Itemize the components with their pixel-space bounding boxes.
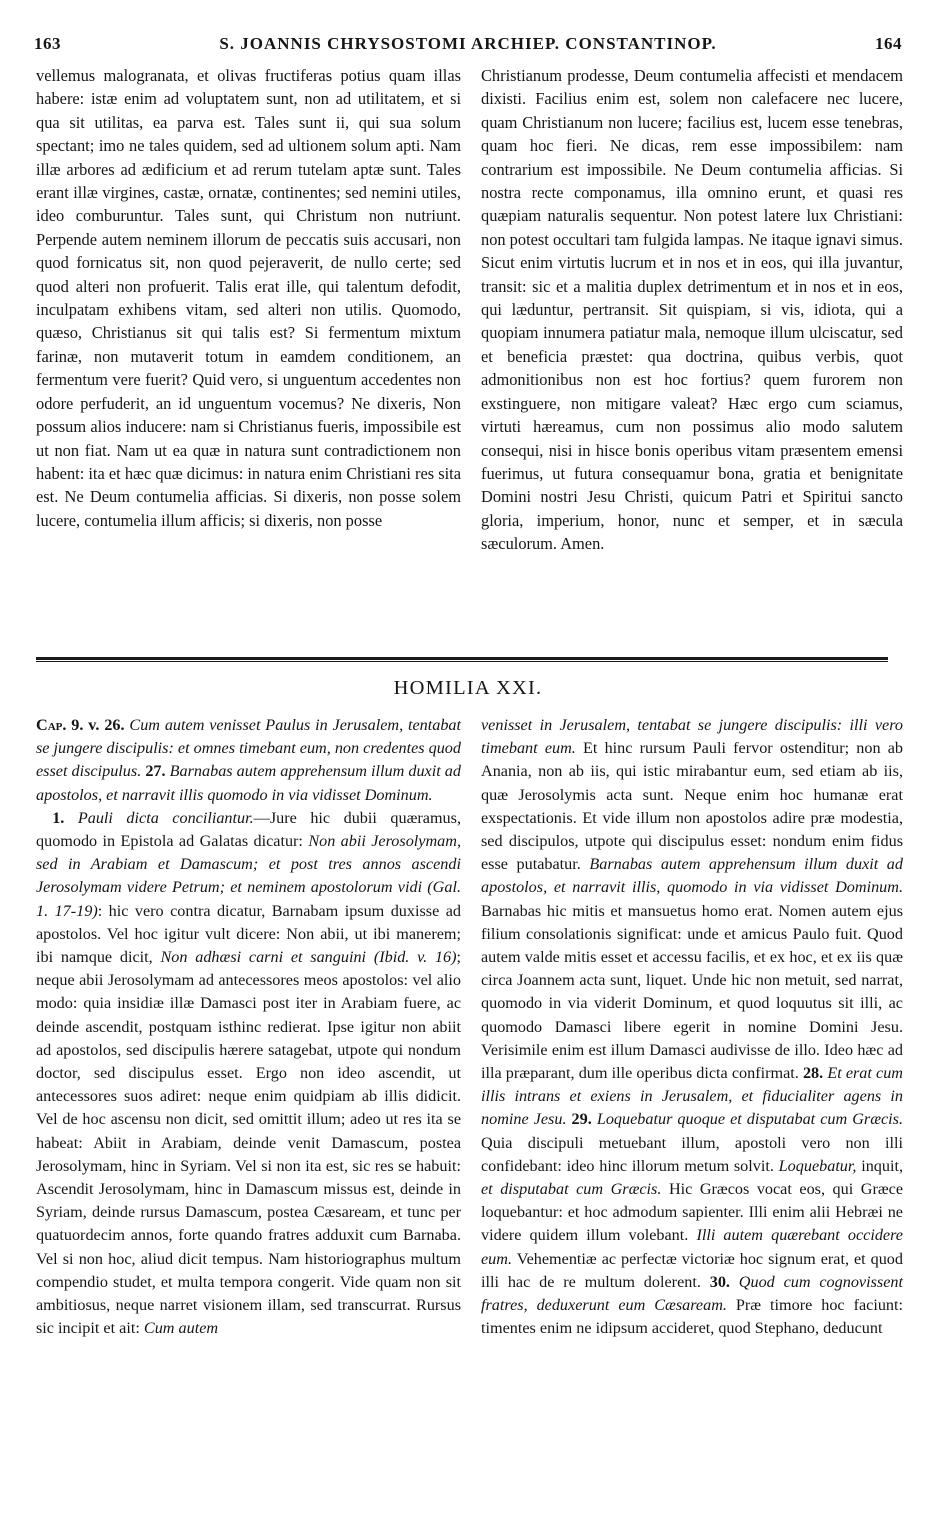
paragraph	[36, 714, 461, 807]
body-text: ; neque abii Jerosolymam ad antecessores meos apostolos: vel alio modo: quia insidiæ illæ Damasci post iter in Arabiam fuere, ac deinde ascendit, postquam isthinc redierat. Ipse igitur non abiit ad apostolos, sed discipulis hærere satagebat, utpote qui nondum doctor, sed discipulus esset. Ergo non ideo ascendit, ut antecessores suos adiret: neque enim quidpiam ab illis didicit. Vel de hoc ascensu non dicit, sed omittit illum; adeo ut res ita se habeat: Abiit in Arabiam, deinde venit Damascum, postea Jerosolymam, hinc in Syriam. Vel si non ita est, sic res se habuit: Ascendit Jerosolymam, hinc in Damascum missus est, deinde in Syriam, deinde rursus Damascum, postea Cæsaream, et tunc per quatuordecim annos, forte quando fratres adduxit cum Barnaba. Vel si non hoc, aliud dicit tempus. Nam historiographus multum compendio studet, et multa tempora congerit. Vide quam non sit ambitiosus, neque narret visionem illam, sed transcurrat. Rursus sic incipit et ait:	[36, 948, 462, 1338]
scripture-quote: Loquebatur,	[778, 1156, 857, 1175]
section-divider-thin	[36, 661, 888, 662]
verse-number: 30.	[709, 1272, 730, 1291]
chapter-reference: 9. v. 26.	[71, 716, 125, 734]
scripture-quote: Cum autem	[143, 1319, 219, 1338]
running-title: S. JOANNIS CHRYSOSTOMI ARCHIEP. CONSTANTINOP.	[219, 34, 717, 53]
body-text: Quia discipuli metuebant illum, apostoli vero non illi confidebant: ideo hinc illorum metum solvit.	[481, 1133, 903, 1175]
section-heading: Pauli dicta conciliantur.	[77, 808, 254, 827]
scripture-quote: Illi autem quærebant occidere eum.	[481, 1226, 903, 1268]
column-top-left	[36, 64, 461, 532]
scripture-quote: Barnabas autem apprehensum illum duxit ad apostolos, et narravit illis quomodo in via vidisset Dominum.	[36, 762, 461, 804]
scripture-quote: venisset in Jerusalem, tentabat se jungere discipulis: illi vero timebant eum.	[481, 716, 903, 758]
body-text: Et hinc rursum Pauli fervor ostenditur; non ab Anania, non ab iis, qui istic mirabantur eum, sed etiam ab iis, quæ Jerosolymis acta sunt. Neque enim hoc humanæ erat exspectationis. Et vide illum non apostolos adire præ modestia, sed discipulos, utpote qui discipulus esset: nondum enim fidus esse putabatur.	[481, 739, 904, 874]
paragraph: vellemus malogranata, et olivas fructiferas potius quam illas habere: istæ enim ad voluptatem sunt, non ad utilitatem, et si qua sit utilitas, ea parva est. Tales sunt ii, qui sua solum spectant; imo ne tales quidem, sed ad ultionem solum apti. Nam illæ arbores ad ædificium et ad rerum tutelam aptæ sunt. Tales erant illæ virgines, castæ, ornatæ, continentes; sed nemini utiles, ideo comburuntur. Tales sunt, qui Christum non nutriunt. Perpende autem neminem illorum de peccatis suis accusari, non quod fornicatus sit, non quod pejeraverit, de nullo certe; sed quod alteri non profuerit. Talis erat ille, qui talentum defodit, inculpatam exhibens vitam, sed alteri non utilis. Quomodo, quæso, Christianus sit qui talis est? Si fermentum mixtum farinæ, non mutaverit totum in eamdem conditionem, an fermentum vere fuerit? Quid vero, si unguentum accedentes non odore perfuderit, an id unguentum vocemus? Ne dixeris, Non possum alios inducere: nam si Christianus fueris, impossibile est ut non fiat. Nam ut ea quæ in natura sunt contradictionem non habent: ita et hæc quæ dicimus: in natura enim Christiani res sita est. Ne Deum contumelia afficias. Si dixeris, non posse solem lucere, contumelia illum afficis; si dixeris, non posse	[36, 66, 461, 530]
homily-title: HOMILIA XXI.	[393, 677, 543, 699]
scripture-quote: Quod cum cognovissent fratres, deduxerunt eum Cæsaream.	[481, 1272, 903, 1315]
verse-number: 29.	[571, 1110, 592, 1129]
paragraph: Christianum prodesse, Deum contumelia affecisti et mendacem dixisti. Facilius enim est, solem non calefacere nec lucere, quam Christianum non lucere; facilius est, lucem esse tenebras, quam hoc fieri. Ne dicas, rem esse impossibilem: nam contrarium est impossibile. Ne Deum contumelia afficias. Si nostra recte componamus, illa omnino erunt, et quasi res quæpiam naturalis sequentur. Non potest latere lux Christiani: non potest occultari tam fulgida lampas. Ne itaque ignavi simus. Sicut enim virtutis lucrum et in nos et in eos, qui illa juvantur, transit: sic et a malitia duplex detrimentum et in nos et in eos, qui læduntur, pertransit. Sit quispiam, si vis, idiota, qui a quopiam innumera patiatur mala, nemoque illum ulciscatur, sed et beneficia præstet: qua doctrina, quibus verbis, quot admonitionibus non est hoc fortius? quem furorem non exstinguere, non mitigare valeat? Hæc ergo cum sciamus, virtuti hæreamus, cum non possimus alio modo salutem consequi, nisi in hisce bonis operibus vitam præsentem emensi fuerimus, ut futura consequamur bona, gratia et benignitate Domini nostri Jesu Christi, quicum Patri et Spiritui sancto gloria, imperium, honor, nunc et semper, et in sæcula sæculorum. Amen.	[481, 66, 903, 554]
scripture-quote: Loquebatur quoque et disputabat cum Græcis.	[596, 1110, 904, 1129]
paragraph	[36, 807, 461, 1341]
column-top-right	[481, 64, 903, 556]
page-number-right: 164	[875, 34, 902, 53]
scripture-quote: et disputabat cum Græcis.	[481, 1180, 662, 1199]
body-text: Præ timore hoc faciunt: timentes enim ne idipsum accideret, quod Stephano, deducunt	[481, 1296, 904, 1338]
scripture-quote: Barnabas autem apprehensum illum duxit ad apostolos, et narravit illis, quomodo in via vidisset Dominum.	[481, 855, 903, 897]
body-text: —Jure hic dubii quæramus, quomodo in Epistola ad Galatas dicatur:	[36, 808, 461, 851]
scripture-quote: Non adhæsi carni et sanguini	[160, 948, 367, 967]
column-bottom-left	[36, 714, 461, 1340]
paragraph	[481, 714, 903, 1340]
body-text: Barnabas hic mitis et mansuetus homo erat. Nomen autem ejus filium consolationis significat: unde et amicus Paulo fuit. Quod autem valde mitis esset et accessu facilis, et ex hoc, et ex iis quæ circa Joannem acta sunt, liquet. Unde hic non metuit, sed narrat, quomodo in via viderit Dominum, et quod loquutus sit illi, ac quomodo Damasci libere egerit in nomine Domini Jesu. Verisimile enim est illum Damasci audivisse de illo. Ideo hæc ad illa præparant, dum ille operibus dicta confirmat.	[481, 901, 903, 1083]
section-divider	[36, 657, 888, 660]
citation: (Ibid. v. 16)	[373, 948, 457, 967]
body-text: : hic vero contra dicatur, Barnabam ipsum duxisse ad apostolos. Vel hoc igitur vult dicere: Non abii, ut ibi manerem; ibi namque dicit,	[36, 901, 461, 967]
chapter-label: Cap.	[36, 716, 67, 734]
page-number-left: 163	[34, 34, 61, 53]
verse-number: 28.	[802, 1064, 824, 1083]
citation: (Gal. 1. 17-19)	[36, 878, 462, 920]
verse-number: 27.	[145, 762, 166, 781]
body-text: inquit,	[861, 1156, 904, 1175]
column-bottom-right	[481, 714, 903, 1340]
body-text: Hic Græcos vocat eos, qui Græce loquebantur: et hoc admodum sapienter. Illi enim alii Hebræi ne videre quidem illum volebant.	[481, 1180, 903, 1245]
scripture-quote: Cum autem venisset Paulus in Jerusalem, tentabat se jungere discipulis: et omnes timebant eum, non credentes quod esset discipulus.	[36, 716, 462, 781]
scripture-quote: Et erat cum illis intrans et exiens in Jerusalem, et fiducialiter agens in nomine Jesu.	[481, 1064, 903, 1129]
scripture-quote: Non abii Jerosolymam, sed in Arabiam et Damascum; et post tres annos ascendi Jerosolymam videre Petrum; et neminem apostolorum vidi	[36, 832, 461, 897]
section-number: 1.	[52, 808, 65, 827]
body-text: Vehementiæ ac perfectæ victoriæ hoc signum erat, et quod illi hac de re multum dolerent.	[481, 1249, 903, 1291]
